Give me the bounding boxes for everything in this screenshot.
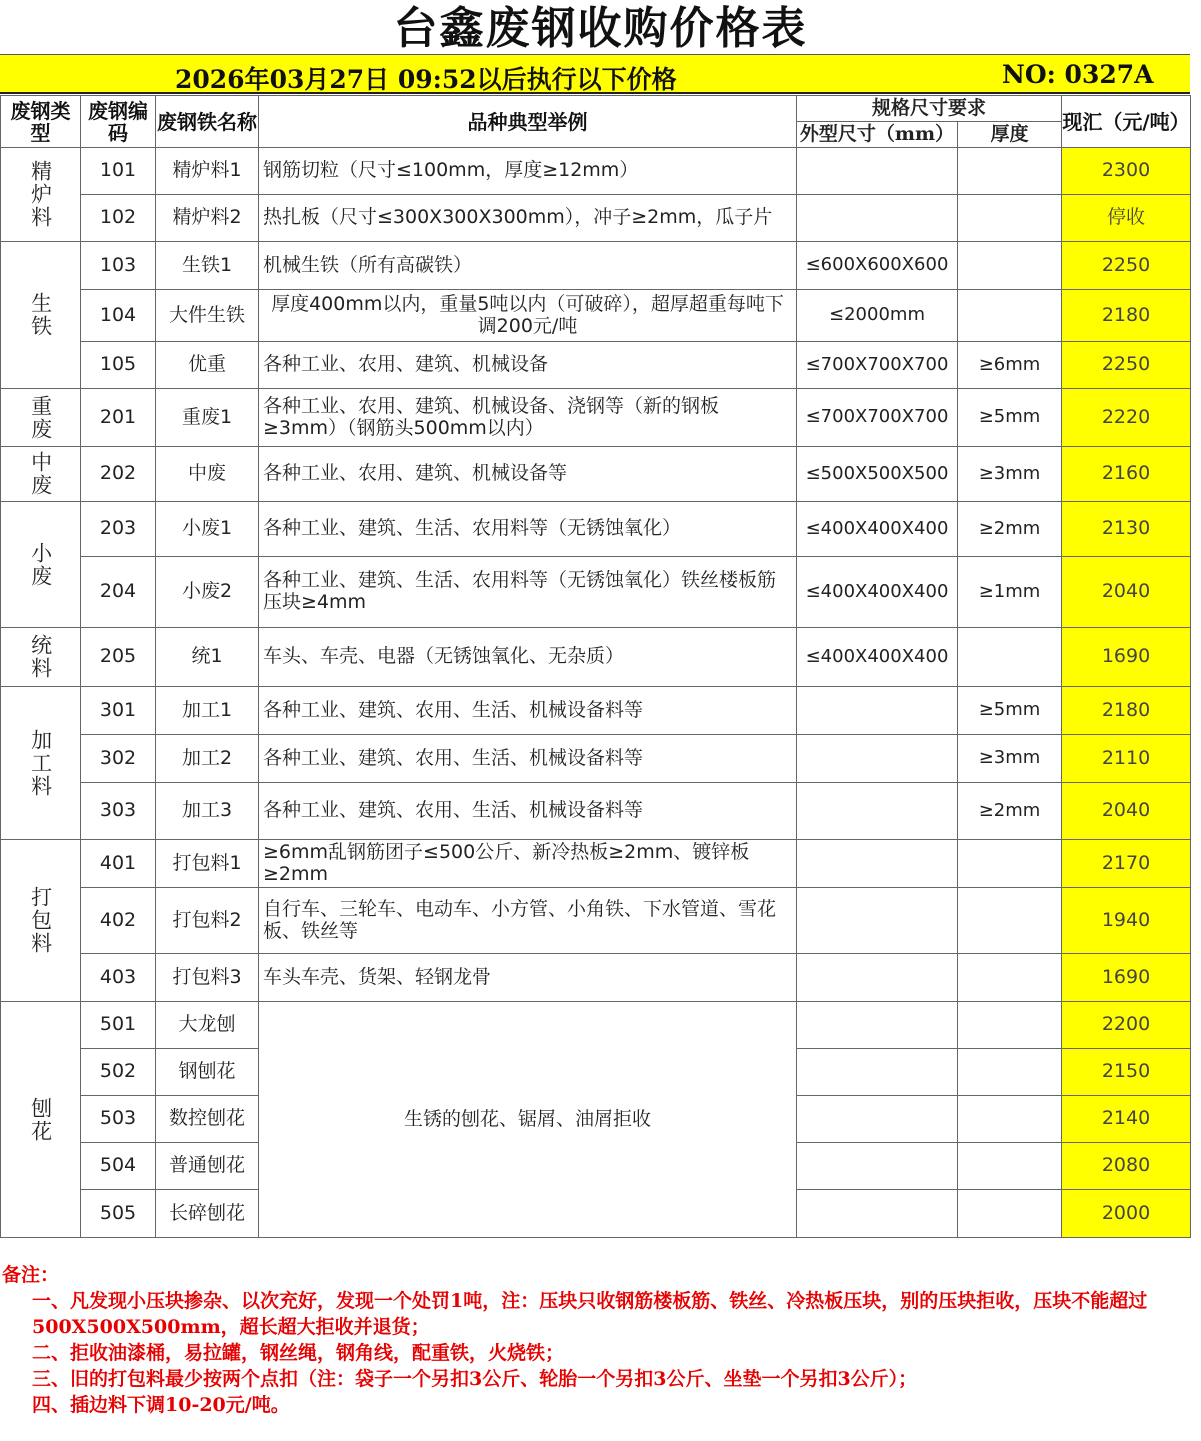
price-cell: 2080 [1062,1143,1191,1190]
notes-heading: 备注： [2,1264,60,1286]
price-cell: 2040 [1062,783,1191,840]
header-type: 废钢类型 [1,96,81,148]
outer-size-cell [797,1096,958,1143]
thickness-cell [958,195,1062,242]
example-cell: 各种工业、农用、建筑、机械设备 [259,342,797,389]
code-cell: 104 [81,290,156,342]
outer-size-cell [797,783,958,840]
code-cell: 503 [81,1096,156,1143]
name-cell: 中废 [156,447,259,502]
price-cell: 2000 [1062,1190,1191,1238]
example-cell: 车头车壳、货架、轻钢龙骨 [259,954,797,1002]
example-cell: 各种工业、建筑、生活、农用料等（无锈蚀氧化） [259,502,797,557]
code-cell: 403 [81,954,156,1002]
thickness-cell: ≥5mm [958,687,1062,735]
category-cell: 生铁 [1,242,81,389]
outer-size-cell: ≤2000mm [797,290,958,342]
example-cell: 各种工业、农用、建筑、机械设备等 [259,447,797,502]
outer-size-cell [797,148,958,195]
outer-size-cell: ≤400X400X400 [797,628,958,687]
note-1: 一、凡发现小压块掺杂、以次充好，发现一个处罚1吨，注：压块只收钢筋楼板筋、铁丝、冷热板压块，别的压块拒收，压块不能超过500X500X500mm，超长超大拒收并退货； [32,1290,1148,1338]
thickness-cell: ≥6mm [958,342,1062,389]
price-cell: 2140 [1062,1096,1191,1143]
code-cell: 301 [81,687,156,735]
example-cell: 各种工业、建筑、农用、生活、机械设备料等 [259,735,797,783]
name-cell: 优重 [156,342,259,389]
thickness-cell [958,1002,1062,1049]
name-cell: 钢刨花 [156,1049,259,1096]
price-cell: 1690 [1062,628,1191,687]
price-cell: 1940 [1062,888,1191,954]
header-example: 品种典型举例 [259,96,797,148]
name-cell: 打包料3 [156,954,259,1002]
example-cell: 厚度400mm以内，重量5吨以内（可破碎），超厚超重每吨下调200元/吨 [259,290,797,342]
thickness-cell: ≥1mm [958,557,1062,628]
header-outer-size: 外型尺寸（mm） [797,122,958,148]
name-cell: 加工2 [156,735,259,783]
thickness-cell [958,888,1062,954]
price-cell: 2160 [1062,447,1191,502]
example-cell: 各种工业、农用、建筑、机械设备、浇钢等（新的钢板≥3mm）（钢筋头500mm以内） [259,389,797,447]
outer-size-cell [797,1190,958,1238]
code-cell: 205 [81,628,156,687]
code-cell: 103 [81,242,156,290]
price-cell: 2150 [1062,1049,1191,1096]
outer-size-cell [797,735,958,783]
name-cell: 打包料2 [156,888,259,954]
name-cell: 重废1 [156,389,259,447]
price-cell: 2040 [1062,557,1191,628]
price-cell: 2110 [1062,735,1191,783]
code-cell: 501 [81,1002,156,1049]
outer-size-cell [797,1049,958,1096]
name-cell: 精炉料1 [156,148,259,195]
header-code: 废钢编码 [81,96,156,148]
outer-size-cell: ≤400X400X400 [797,557,958,628]
example-cell: 各种工业、建筑、生活、农用料等（无锈蚀氧化）铁丝楼板筋压块≥4mm [259,557,797,628]
name-cell: 大件生铁 [156,290,259,342]
outer-size-cell [797,1002,958,1049]
outer-size-cell: ≤400X400X400 [797,502,958,557]
price-cell: 2250 [1062,242,1191,290]
outer-size-cell: ≤600X600X600 [797,242,958,290]
example-cell: 生锈的刨花、锯屑、油屑拒收 [259,1002,797,1238]
code-cell: 402 [81,888,156,954]
thickness-cell: ≥2mm [958,783,1062,840]
name-cell: 精炉料2 [156,195,259,242]
outer-size-cell [797,840,958,888]
price-cell: 2130 [1062,502,1191,557]
price-cell: 2250 [1062,342,1191,389]
code-cell: 202 [81,447,156,502]
name-cell: 数控刨花 [156,1096,259,1143]
note-3: 三、旧的打包料最少按两个点扣（注：袋子一个另扣3公斤、轮胎一个另扣3公斤、坐垫一个另扣3公斤）； [32,1368,918,1390]
name-cell: 小废2 [156,557,259,628]
notes-section [2,1262,1192,1418]
execution-date-text: 2026年03月27日 09:52以后执行以下价格 [175,65,677,94]
example-cell: 各种工业、建筑、农用、生活、机械设备料等 [259,687,797,735]
code-cell: 502 [81,1049,156,1096]
thickness-cell [958,840,1062,888]
code-cell: 505 [81,1190,156,1238]
thickness-cell [958,1096,1062,1143]
code-cell: 101 [81,148,156,195]
example-cell: 热扎板（尺寸≤300X300X300mm），冲子≥2mm，瓜子片 [259,195,797,242]
example-cell: 自行车、三轮车、电动车、小方管、小角铁、下水管道、雪花板、铁丝等 [259,888,797,954]
example-cell: 钢筋切粒（尺寸≤100mm，厚度≥12mm） [259,148,797,195]
name-cell: 小废1 [156,502,259,557]
thickness-cell: ≥2mm [958,502,1062,557]
category-cell: 精炉料 [1,148,81,242]
execution-bar [0,54,1190,94]
page-title: 台鑫废钢收购价格表 [393,3,808,54]
outer-size-cell [797,1143,958,1190]
category-cell: 刨花 [1,1002,81,1238]
category-cell: 中废 [1,447,81,502]
name-cell: 长碎刨花 [156,1190,259,1238]
thickness-cell [958,1049,1062,1096]
example-cell: ≥6mm乱钢筋团子≤500公斤、新冷热板≥2mm、镀锌板≥2mm [259,840,797,888]
example-cell: 车头、车壳、电器（无锈蚀氧化、无杂质） [259,628,797,687]
code-cell: 303 [81,783,156,840]
name-cell: 加工3 [156,783,259,840]
outer-size-cell [797,888,958,954]
name-cell: 加工1 [156,687,259,735]
price-cell: 停收 [1062,195,1191,242]
name-cell: 普通刨花 [156,1143,259,1190]
example-cell: 各种工业、建筑、农用、生活、机械设备料等 [259,783,797,840]
price-cell: 2300 [1062,148,1191,195]
thickness-cell [958,242,1062,290]
outer-size-cell [797,687,958,735]
note-4: 四、插边料下调10-20元/吨。 [32,1394,290,1416]
price-cell: 2200 [1062,1002,1191,1049]
price-cell: 2220 [1062,389,1191,447]
outer-size-cell: ≤500X500X500 [797,447,958,502]
thickness-cell: ≥3mm [958,447,1062,502]
outer-size-cell [797,954,958,1002]
name-cell: 大龙刨 [156,1002,259,1049]
code-cell: 102 [81,195,156,242]
name-cell: 统1 [156,628,259,687]
price-cell: 2180 [1062,290,1191,342]
header-name: 废钢铁名称 [156,96,259,148]
header-spec: 规格尺寸要求 [797,96,1062,122]
category-cell: 打包料 [1,840,81,1002]
name-cell: 生铁1 [156,242,259,290]
note-2: 二、拒收油漆桶，易拉罐，钢丝绳，钢角线，配重铁，火烧铁； [32,1342,565,1364]
thickness-cell [958,148,1062,195]
outer-size-cell: ≤700X700X700 [797,389,958,447]
category-cell: 统料 [1,628,81,687]
code-cell: 204 [81,557,156,628]
code-cell: 302 [81,735,156,783]
header-thickness: 厚度 [958,122,1062,148]
thickness-cell [958,628,1062,687]
thickness-cell [958,954,1062,1002]
thickness-cell [958,290,1062,342]
category-cell: 小废 [1,502,81,628]
header-price: 现汇（元/吨） [1062,96,1191,148]
thickness-cell: ≥5mm [958,389,1062,447]
price-table [0,95,1191,1238]
thickness-cell: ≥3mm [958,735,1062,783]
category-cell: 加工料 [1,687,81,840]
price-list-number: NO: 0327A [1002,60,1154,89]
code-cell: 203 [81,502,156,557]
code-cell: 201 [81,389,156,447]
price-cell: 2180 [1062,687,1191,735]
outer-size-cell: ≤700X700X700 [797,342,958,389]
price-cell: 2170 [1062,840,1191,888]
thickness-cell [958,1143,1062,1190]
thickness-cell [958,1190,1062,1238]
category-cell: 重废 [1,389,81,447]
name-cell: 打包料1 [156,840,259,888]
code-cell: 504 [81,1143,156,1190]
example-cell: 机械生铁（所有高碳铁） [259,242,797,290]
code-cell: 105 [81,342,156,389]
price-cell: 1690 [1062,954,1191,1002]
outer-size-cell [797,195,958,242]
code-cell: 401 [81,840,156,888]
